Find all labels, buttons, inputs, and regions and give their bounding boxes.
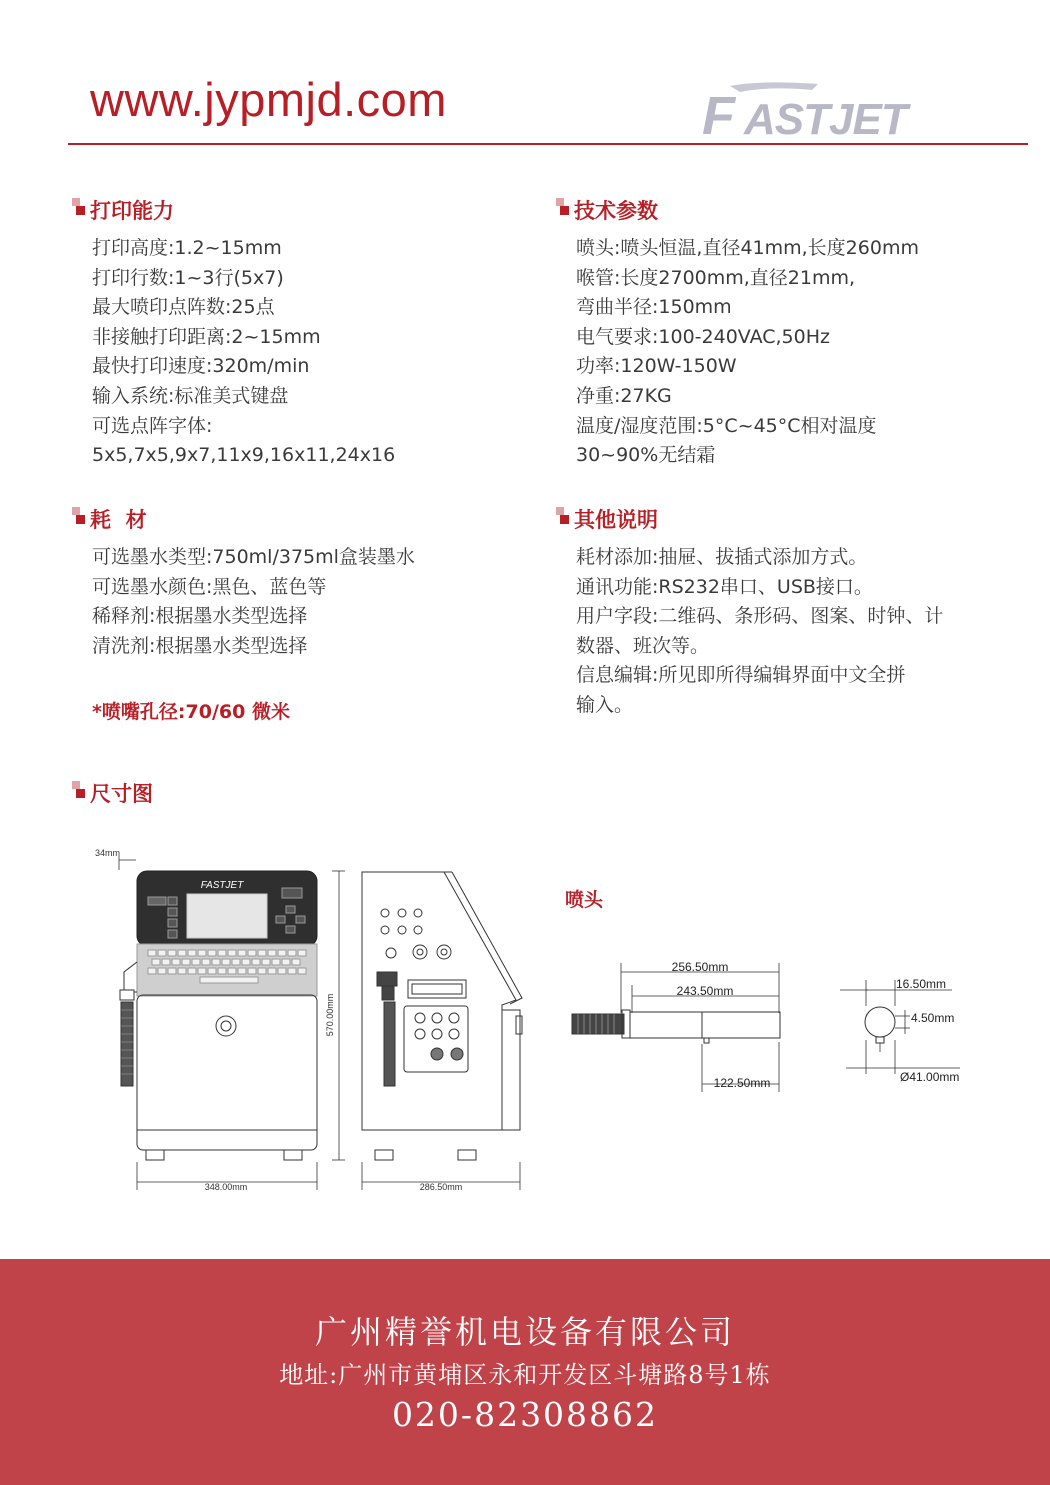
website-url: www.jypmjd.com xyxy=(90,73,447,126)
spec-line: 净重:27KG xyxy=(576,384,672,407)
front-view xyxy=(95,848,345,1190)
spec-line: 打印行数:1~3行(5x7) xyxy=(92,266,284,289)
spec-line: 输入。 xyxy=(576,693,634,716)
section-title xyxy=(556,196,919,226)
section-marker-icon xyxy=(556,198,564,206)
spec-line: 喷头:喷头恒温,直径41mm,长度260mm xyxy=(576,237,919,259)
section-marker-icon xyxy=(72,781,80,789)
section-title-text: 尺寸图 xyxy=(90,782,153,806)
nozzle-side-view xyxy=(572,963,780,1092)
spec-line: 通讯功能:RS232串口、USB接口。 xyxy=(576,575,873,598)
spec-line: 喉管:长度2700mm,直径21mm, xyxy=(576,266,856,289)
section-title-text: 耗 材 xyxy=(90,508,147,532)
section-marker-icon xyxy=(76,206,85,215)
section-consumables xyxy=(72,505,415,661)
front-height-label: 570.00mm xyxy=(325,993,335,1037)
side-depth-label: 286.50mm xyxy=(419,1182,463,1192)
nozzle-offset-label: 4.50mm xyxy=(911,1011,955,1025)
spec-line: 信息编辑:所见即所得编辑界面中文全拼 xyxy=(576,664,906,687)
section-marker-icon xyxy=(72,198,80,206)
section-title-text: 技术参数 xyxy=(574,199,658,223)
spec-line: 可选墨水颜色:黑色、蓝色等 xyxy=(92,575,327,598)
section-title xyxy=(72,196,395,226)
section-other-notes xyxy=(556,505,943,721)
section-marker-icon xyxy=(72,507,80,515)
footer xyxy=(0,1259,1050,1485)
spec-line: 数器、班次等。 xyxy=(576,634,710,657)
section-title xyxy=(556,505,943,535)
spec-line: 电气要求:100-240VAC,50Hz xyxy=(576,325,830,348)
section-marker-icon xyxy=(556,507,564,515)
section-marker-icon xyxy=(76,789,85,798)
spec-line: 最大喷印点阵数:25点 xyxy=(92,296,275,319)
spec-line: 清洗剂:根据墨水类型选择 xyxy=(92,634,308,657)
svg-text:F: F xyxy=(702,86,733,140)
nozzle-tail-length-label: 122.50mm xyxy=(713,1076,771,1090)
section-marker-icon xyxy=(560,206,569,215)
spec-line: 最快打印速度:320m/min xyxy=(92,355,310,378)
nozzle-top-width-label: 16.50mm xyxy=(896,977,947,991)
spec-line: 5x5,7x5,9x7,11x9,16x11,24x16 xyxy=(92,444,396,467)
side-view xyxy=(362,872,522,1190)
nozzle-total-length-label: 256.50mm xyxy=(671,960,729,974)
nozzle-aperture-note: *喷嘴孔径:70/60 微米 xyxy=(92,701,290,723)
section-dimensions xyxy=(72,779,153,809)
spec-line: 用户字段:二维码、条形码、图案、时钟、计 xyxy=(576,605,944,628)
section-title-text: 打印能力 xyxy=(90,199,174,223)
nozzle-end-view xyxy=(840,980,960,1074)
front-width-label: 348.00mm xyxy=(204,1182,248,1192)
company-phone: 020-82308862 xyxy=(391,1395,659,1434)
section-title xyxy=(72,505,415,535)
nozzle-diameter-label: Ø41.00mm xyxy=(900,1070,960,1084)
fastjet-logo xyxy=(700,78,925,140)
section-tech-params xyxy=(556,196,919,471)
header-divider xyxy=(68,143,1028,145)
spec-line: 输入系统:标准美式键盘 xyxy=(92,384,289,407)
company-name: 广州精誉机电设备有限公司 xyxy=(314,1313,735,1351)
section-marker-icon xyxy=(76,515,85,524)
front-top-offset-label: 34mm xyxy=(95,848,121,858)
company-address: 地址:广州市黄埔区永和开发区斗塘路8号1栋 xyxy=(279,1361,771,1389)
nozzle-body-length-label: 243.50mm xyxy=(676,984,734,998)
section-marker-icon xyxy=(560,515,569,524)
spec-line: 功率:120W-150W xyxy=(576,355,737,378)
spec-line: 非接触打印距离:2~15mm xyxy=(92,325,321,348)
spec-line: 稀释剂:根据墨水类型选择 xyxy=(92,605,308,628)
spec-line: 30~90%无结霜 xyxy=(576,444,716,467)
spec-line: 可选点阵字体: xyxy=(92,414,213,437)
spec-line: 温度/湿度范围:5°C~45°C相对温度 xyxy=(576,414,877,437)
front-brand-label: FASTJET xyxy=(200,880,244,891)
dimension-drawings xyxy=(0,830,1050,1210)
spec-line: 打印高度:1.2~15mm xyxy=(92,237,282,259)
section-title xyxy=(72,779,153,809)
section-title-text: 其他说明 xyxy=(574,508,658,532)
spec-line: 可选墨水类型:750ml/375ml盒装墨水 xyxy=(92,546,415,568)
spec-line: 弯曲半径:150mm xyxy=(576,296,732,319)
spec-line: 耗材添加:抽屉、拔插式添加方式。 xyxy=(576,546,868,568)
svg-text:ASTJET: ASTJET xyxy=(744,95,907,140)
nozzle-title: 喷头 xyxy=(565,889,604,911)
section-print-capability xyxy=(72,196,395,471)
